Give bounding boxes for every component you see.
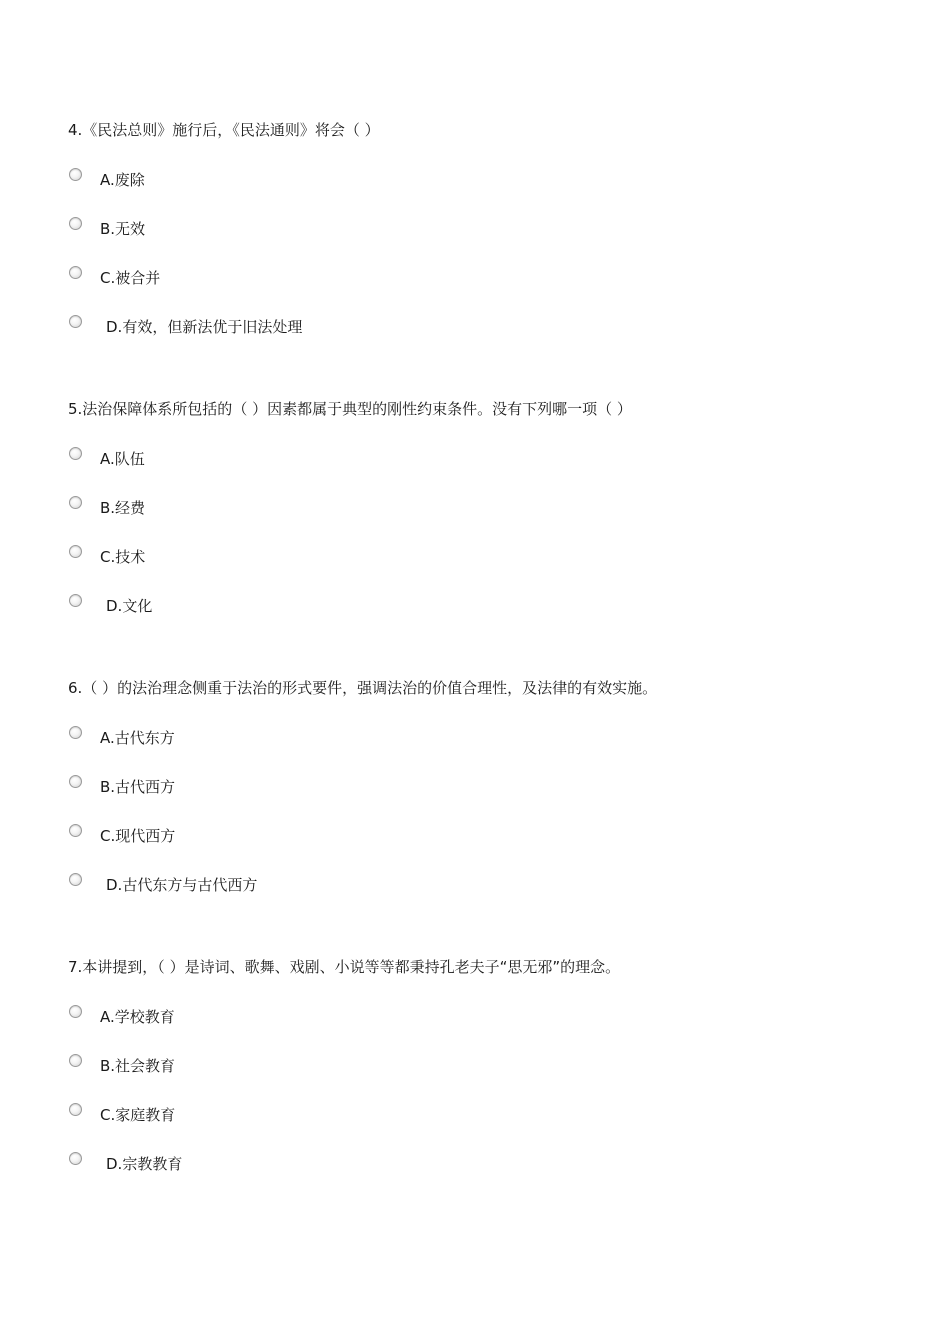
option-label: C.家庭教育 (100, 1106, 176, 1124)
option-d[interactable] (68, 594, 668, 616)
option-a[interactable] (68, 1005, 668, 1027)
option-label: C.现代西方 (100, 827, 176, 845)
option-b[interactable] (68, 496, 668, 518)
option-b[interactable] (68, 775, 668, 797)
option-label: B.经费 (100, 499, 146, 517)
radio-button-icon[interactable] (69, 726, 82, 739)
question-text: 6.（ ）的法治理念侧重于法治的形式要件，强调法治的价值合理性，及法律的有效实施。 (68, 679, 658, 697)
radio-button-icon[interactable] (69, 873, 82, 886)
option-label: D.宗教教育 (106, 1155, 183, 1173)
option-b[interactable] (68, 217, 668, 239)
question-text: 4.《民法总则》施行后，《民法通则》将会（ ） (68, 121, 380, 139)
option-label: A.古代东方 (100, 729, 175, 747)
option-label: C.被合并 (100, 269, 161, 287)
radio-button-icon[interactable] (69, 775, 82, 788)
option-label: B.无效 (100, 220, 146, 238)
radio-button-icon[interactable] (69, 315, 82, 328)
option-b[interactable] (68, 1054, 668, 1076)
radio-button-icon[interactable] (69, 217, 82, 230)
radio-button-icon[interactable] (69, 1103, 82, 1116)
option-a[interactable] (68, 447, 668, 469)
option-a[interactable] (68, 726, 668, 748)
option-d[interactable] (68, 1152, 668, 1174)
option-c[interactable] (68, 545, 668, 567)
option-label: D.有效，但新法优于旧法处理 (106, 318, 303, 336)
question-text: 5.法治保障体系所包括的（ ）因素都属于典型的刚性约束条件。没有下列哪一项（ ） (68, 400, 632, 418)
option-d[interactable] (68, 873, 668, 895)
option-label: B.古代西方 (100, 778, 176, 796)
question-text: 7.本讲提到，（ ）是诗词、歌舞、戏剧、小说等等都秉持孔老夫子“思无邪”的理念。 (68, 958, 621, 976)
radio-button-icon[interactable] (69, 266, 82, 279)
radio-button-icon[interactable] (69, 496, 82, 509)
radio-button-icon[interactable] (69, 545, 82, 558)
radio-button-icon[interactable] (69, 1152, 82, 1165)
option-label: C.技术 (100, 548, 146, 566)
radio-button-icon[interactable] (69, 168, 82, 181)
radio-button-icon[interactable] (69, 1005, 82, 1018)
option-label: A.学校教育 (100, 1008, 175, 1026)
option-label: B.社会教育 (100, 1057, 176, 1075)
option-c[interactable] (68, 824, 668, 846)
option-d[interactable] (68, 315, 668, 337)
option-label: D.古代东方与古代西方 (106, 876, 258, 894)
radio-button-icon[interactable] (69, 1054, 82, 1067)
radio-button-icon[interactable] (69, 594, 82, 607)
radio-button-icon[interactable] (69, 824, 82, 837)
radio-button-icon[interactable] (69, 447, 82, 460)
option-a[interactable] (68, 168, 668, 190)
option-label: A.队伍 (100, 450, 145, 468)
option-label: D.文化 (106, 597, 153, 615)
option-label: A.废除 (100, 171, 145, 189)
option-c[interactable] (68, 266, 668, 288)
option-c[interactable] (68, 1103, 668, 1125)
